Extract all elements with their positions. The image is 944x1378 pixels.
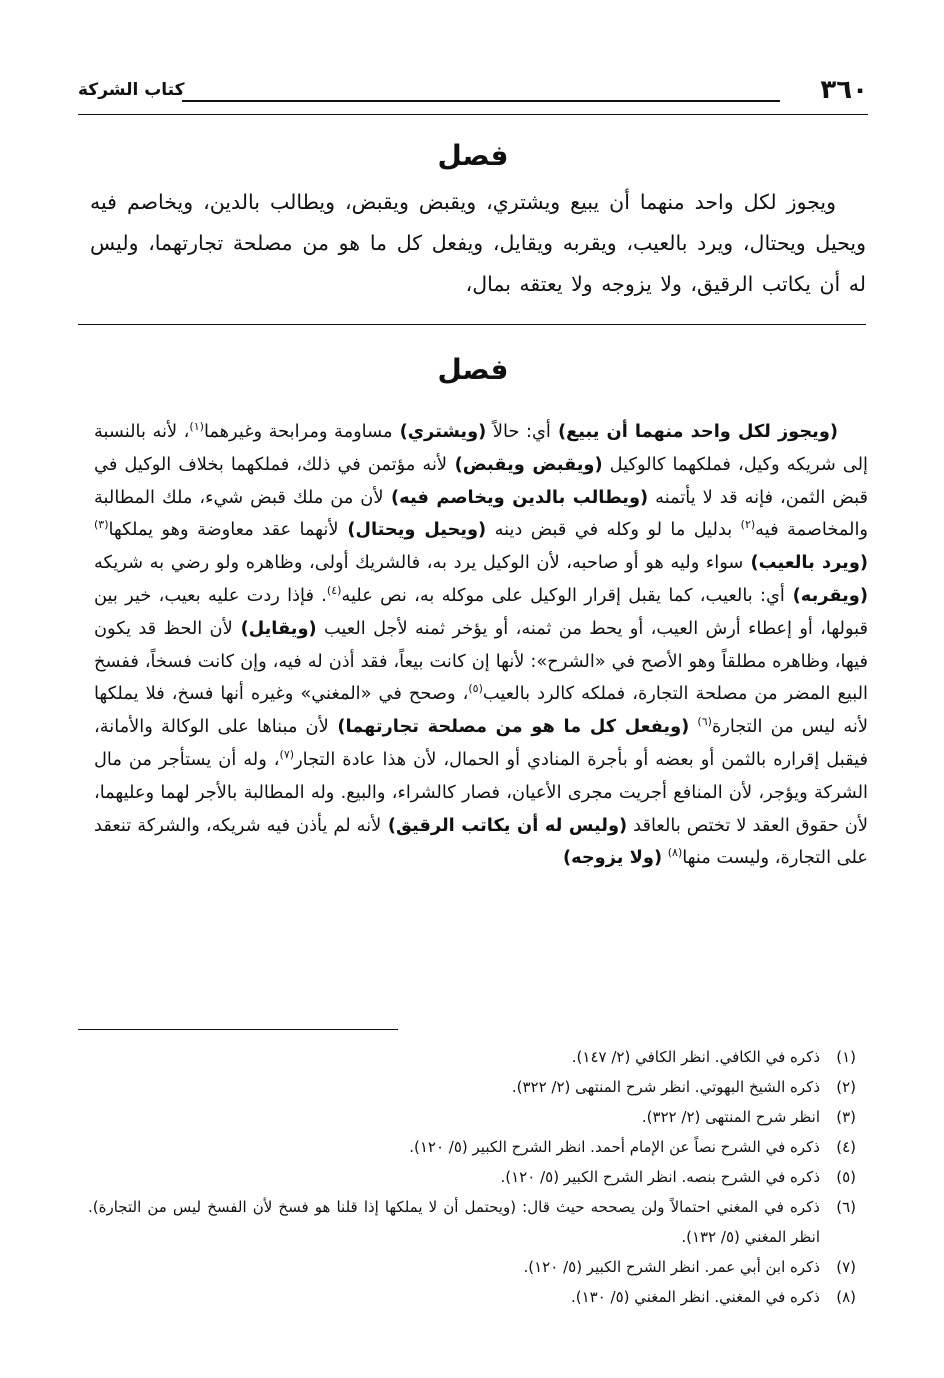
- footnote-ref[interactable]: (٣): [94, 518, 109, 532]
- sharh-text: [94, 416, 868, 875]
- header-rule: [182, 100, 780, 102]
- footnote-number: (١): [836, 1048, 856, 1066]
- footnote-ref[interactable]: (٨): [667, 846, 683, 860]
- footnote-number: (٨): [836, 1288, 856, 1306]
- footnote-text: ذكره في الكافي. انظر الكافي (٢/ ١٤٧).: [571, 1048, 820, 1066]
- footnote: [88, 1162, 856, 1192]
- sharh-run: أي: بالعيب، كما يقبل إقرار الوكيل على موكله به، نص عليه: [341, 584, 785, 606]
- matn-quote: (ويقبض ويقبض): [447, 453, 603, 475]
- running-title: كتاب الشركة: [78, 80, 185, 100]
- header-divider: [78, 114, 868, 115]
- sharh-run: لأنهما عقد معاوضة وهو يملكها: [108, 519, 339, 541]
- footnote-ref[interactable]: (٥): [468, 682, 483, 696]
- matn-quote: (ويفعل كل ما هو من مصلحة تجارتهما): [328, 716, 690, 738]
- sharh-run: ، لأنه بالنسبة إلى شريكه وكيل، فملكهما كالوكيل: [94, 421, 868, 475]
- footnote: [88, 1282, 856, 1312]
- footnote-ref[interactable]: (٧): [279, 748, 295, 762]
- footnote-number: (٥): [836, 1168, 856, 1186]
- footnote: [88, 1102, 856, 1132]
- matn-quote: (ويطالب بالدين ويخاصم فيه): [383, 486, 649, 508]
- sharh-run: ، وله أن يستأجر من مال الشركة ويؤجر، لأن المنافع أجريت مجرى الأعيان، فصار كالشراء، والبيع. وله المطالبة بالأجر لهما وعليهما، لأن حقوق العقد لا تختص بالعاقد: [94, 748, 868, 836]
- footnote-ref[interactable]: (٦): [697, 715, 712, 729]
- running-header: [78, 74, 868, 114]
- footnote-number: (٤): [836, 1138, 856, 1156]
- footnote: [88, 1072, 856, 1102]
- footnote-text: ذكره ابن أبي عمر. انظر الشرح الكبير (٥/ ١٢٠).: [523, 1258, 820, 1276]
- matn-text: [90, 182, 866, 305]
- sharh-run: لأنه مؤتمن في ذلك، فملكهما بخلاف الوكيل في قبض الثمن، فإنه قد لا يأتمنه: [94, 453, 868, 508]
- footnote: [88, 1252, 856, 1282]
- footnote-ref[interactable]: (٤): [326, 584, 342, 598]
- page-number: ٣٦٠: [820, 75, 868, 105]
- footnote-number: (٧): [836, 1258, 856, 1276]
- footnote-rule: [78, 1029, 398, 1030]
- footnote-number: (٦): [836, 1198, 856, 1216]
- sharh-run: لأنه لم يأذن فيه شريكه، والشركة تنعقد على التجارة، وليست منها: [94, 814, 868, 869]
- matn-quote: (ويرد بالعيب): [743, 552, 868, 574]
- matn-paragraph: ويجوز لكل واحد منهما أن يبيع ويشتري، ويقبض ويقبض، ويطالب بالدين، ويخاصم فيه ويحيل ويحتال، ويرد بالعيب، ويقربه ويقايل، ويفعل كل ما هو من مصلحة تجارتهما، وليس له أن يكاتب الرقيق، ولا يزوجه ولا يعتقه بمال،: [90, 190, 866, 296]
- footnote-ref[interactable]: (٢): [740, 518, 756, 532]
- footnote: [88, 1192, 856, 1252]
- matn-heading: فصل: [437, 139, 509, 172]
- matn-quote: (ويشتري): [392, 421, 487, 442]
- section-divider: [78, 324, 866, 325]
- matn-quote: (ويجوز لكل واحد منهما أن يبيع): [550, 421, 838, 442]
- sharh-run: لأن الحظ قد يكون فيها، وظاهره مطلقاً وهو الأصح في «الشرح»: لأنها إن كانت بيعاً، فقد أذن له فيه، وإن كانت فسخاً، ففسخ البيع المضر من مصلحة التجارة، فملكه كالرد بالعيب: [94, 617, 868, 705]
- footnote-number: (٢): [836, 1078, 856, 1096]
- sharh-run: لأن من ملك قبض شيء، ملك المطالبة والمخاصمة فيه: [94, 486, 868, 541]
- footnote-text: ذكره في الشرح نصاً عن الإمام أحمد. انظر الشرح الكبير (٥/ ١٢٠).: [409, 1138, 820, 1156]
- matn-quote: (ويحيل ويحتال): [338, 519, 487, 541]
- sharh-run: لأن مبناها على الوكالة والأمانة، فيقبل إقراره بالثمن أو بعضه أو بأجرة المنادي أو الحمال، لأن هذا عادة التجار: [94, 716, 868, 770]
- sharh-run: مساومة ومرابحة وغيرهما: [203, 421, 393, 442]
- footnote-text: ذكره الشيخ البهوتي. انظر شرح المنتهى (٢/ ٣٢٢).: [511, 1078, 820, 1096]
- matn-quote: (ويقربه): [784, 584, 868, 606]
- matn-quote: (ويقايل): [232, 617, 317, 639]
- sharh-heading: فصل: [437, 353, 509, 386]
- matn-quote: (ولا يزوجه): [562, 847, 663, 869]
- footnotes: [88, 1042, 856, 1312]
- sharh-run: . فإذا ردت عليه بعيب، خير بين قبولها، أو إعطاء أرش العيب، أو يحط من ثمنه، أو يؤخر ثمنه لأجل العيب: [94, 584, 868, 639]
- footnote: [88, 1132, 856, 1162]
- footnote-text: انظر شرح المنتهى (٢/ ٣٢٢).: [641, 1108, 820, 1126]
- matn-quote: (وليس له أن يكاتب الرقيق): [381, 814, 628, 836]
- footnote-ref[interactable]: (١): [189, 420, 204, 434]
- sharh-run: ، وصحح في «المغني» وغيره أنها فسخ، فلا يملكها لأنه ليس من التجارة: [94, 683, 868, 738]
- sharh-run: أي: حالاً: [486, 421, 551, 442]
- footnote-text: ذكره في المغني. انظر المغني (٥/ ١٣٠).: [570, 1288, 820, 1306]
- footnote-text: ذكره في المغني احتمالاً ولن يصححه حيث قال: (ويحتمل أن لا يملكها إذا قلنا هو فسخ لأن الفسخ ليس من التجارة). انظر المغني (٥/ ١٣٢).: [88, 1198, 820, 1246]
- sharh-run: بدليل ما لو وكله في قبض دينه: [486, 519, 741, 541]
- footnote-text: ذكره في الشرح بنصه. انظر الشرح الكبير (٥/ ١٢٠).: [500, 1168, 820, 1186]
- sharh-run: سواء وليه هو أو صاحبه، لأن الوكيل يرد به، فالشريك أولى، وظاهره ولو رضي به شريكه: [94, 552, 744, 574]
- book-page: [78, 62, 868, 1362]
- footnote: [88, 1042, 856, 1072]
- footnote-number: (٣): [836, 1108, 856, 1126]
